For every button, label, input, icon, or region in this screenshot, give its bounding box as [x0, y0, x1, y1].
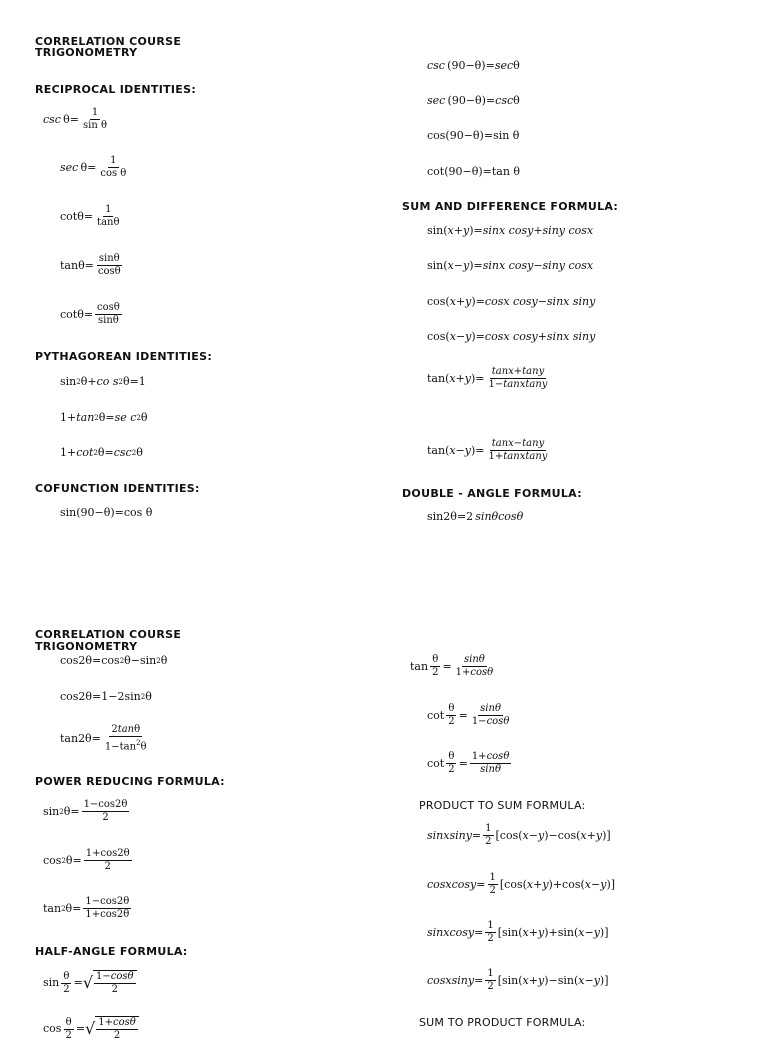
formula-pyth-1: sin 2 θ+ co s 2 θ=1: [60, 375, 146, 388]
formula-sec: sec θ= $\frac{1}{\text{cos θ}}$: [60, 155, 127, 179]
formula-half-cos-partial: cos $\frac{\theta}{2}$ = √ $\frac{1+\cos\theta}{2}$: [43, 1016, 139, 1042]
formula-cofunction-cot: cot(90−θ)=tan θ: [427, 165, 521, 178]
formula-cot-quotient: cotθ= $\frac{\cos\theta}{\sin\theta}$: [60, 302, 120, 326]
course-subtitle-2: TRIGONOMETRY: [35, 640, 138, 653]
formula-cofunction-sin: sin(90−θ)=cos θ: [60, 506, 153, 519]
pythagorean-heading: PYTHAGOREAN IDENTITIES:: [35, 350, 213, 363]
cofunction-heading: COFUNCTION IDENTITIES:: [35, 482, 200, 495]
formula-cofunction-sec: sec (90−θ)= csc θ: [427, 94, 520, 107]
formula-sin-diff: sin( x − y )= sinx cosy − siny cosx: [427, 259, 594, 272]
formula-power-cos: cos 2 θ= $\frac{1+\cos 2\theta}{2}$: [43, 848, 130, 872]
formula-cos-double-1: cos2θ=cos 2 θ−sin 2 θ: [60, 654, 168, 667]
formula-cofunction-csc: csc (90−θ)= sec θ: [427, 59, 520, 72]
formula-cos-diff: cos( x − y )= cosx cosy + sinx siny: [427, 330, 596, 343]
formula-pyth-3: 1+ cot 2 θ= csc 2 θ: [60, 446, 143, 459]
formula-cos-double-2: cos2θ=1−2sin 2 θ: [60, 690, 152, 703]
sum-difference-heading: SUM AND DIFFERENCE FORMULA:: [402, 200, 619, 213]
formula-cos-sum: cos( x + y )= cosx cosy − sinx siny: [427, 295, 596, 308]
formula-pyth-2: 1+ tan 2 θ= se c 2 θ: [60, 411, 148, 424]
power-reducing-heading: POWER REDUCING FORMULA:: [35, 775, 225, 788]
formula-power-sin: sin 2 θ= $\frac{1-\cos 2\theta}{2}$: [43, 799, 128, 823]
formula-half-cot-1: cot $\frac{\theta}{2}$ = $\frac{\sin\theta}{1-\cos\theta}$: [427, 703, 510, 727]
double-angle-heading: DOUBLE - ANGLE FORMULA:: [402, 487, 582, 500]
formula-prod-sincos: sinxcosy = $\frac{1}{2}$ [sin( x + y )+sin( x − y )]: [427, 920, 609, 944]
formula-tan-quotient: tanθ= $\frac{\sin\theta}{\cos\theta}$: [60, 253, 121, 277]
formula-csc: csc θ= $\frac{1}{\text{sin θ}}$: [43, 107, 107, 131]
formula-cot-reciprocal: cotθ= $\frac{1}{\tan\theta}$: [60, 204, 120, 228]
formula-cofunction-cos: cos(90−θ)=sin θ: [427, 129, 520, 142]
course-subtitle-1: TRIGONOMETRY: [35, 46, 138, 59]
product-to-sum-heading: PRODUCT TO SUM FORMULA:: [419, 799, 586, 812]
formula-prod-cossin: cosxsiny = $\frac{1}{2}$ [sin( x + y )−sin( x − y )]: [427, 968, 609, 992]
formula-tan-diff: tan( x − y )= $\frac{\tan x-\tan y}{\text{1+tanxtany}}$: [427, 438, 548, 462]
formula-half-cot-2: cot $\frac{\theta}{2}$ = $\frac{1+\cos\theta}{\sin\theta}$: [427, 751, 510, 775]
formula-sin-sum: sin( x + y )= sinx cosy + siny cosx: [427, 224, 594, 237]
formula-power-tan: tan 2 θ= $\frac{1-\cos 2\theta}{1+\cos 2\theta}$: [43, 896, 130, 920]
sum-to-product-heading: SUM TO PRODUCT FORMULA:: [419, 1016, 586, 1029]
reciprocal-heading: RECIPROCAL IDENTITIES:: [35, 83, 197, 96]
formula-half-tan: tan $\frac{\theta}{2}$ = $\frac{\sin\theta}{1+\cos\theta}$: [410, 654, 494, 678]
formula-tan-double: tan2θ= $\frac{2\tan\theta}{1-\tan^2\theta}$: [60, 724, 147, 753]
formula-prod-sinsin: sinxsiny = $\frac{1}{2}$ [cos( x − y )−cos( x + y )]: [427, 823, 611, 847]
course-title-1: CORRELATION COURSE: [35, 35, 182, 48]
formula-sin-double: sin2θ=2 sinθcosθ: [427, 510, 524, 523]
formula-half-sin: sin $\frac{\theta}{2}$ = √ $\frac{1-\cos\theta}{2}$: [43, 970, 137, 996]
formula-prod-coscos: cosxcosy = $\frac{1}{2}$ [cos( x + y )+cos( x − y )]: [427, 872, 616, 896]
formula-tan-sum: tan( x + y )= $\frac{\tan x+\tan y}{\text{1−tanxtany}}$: [427, 366, 548, 390]
course-title-2: CORRELATION COURSE: [35, 628, 182, 641]
half-angle-heading: HALF-ANGLE FORMULA:: [35, 945, 188, 958]
